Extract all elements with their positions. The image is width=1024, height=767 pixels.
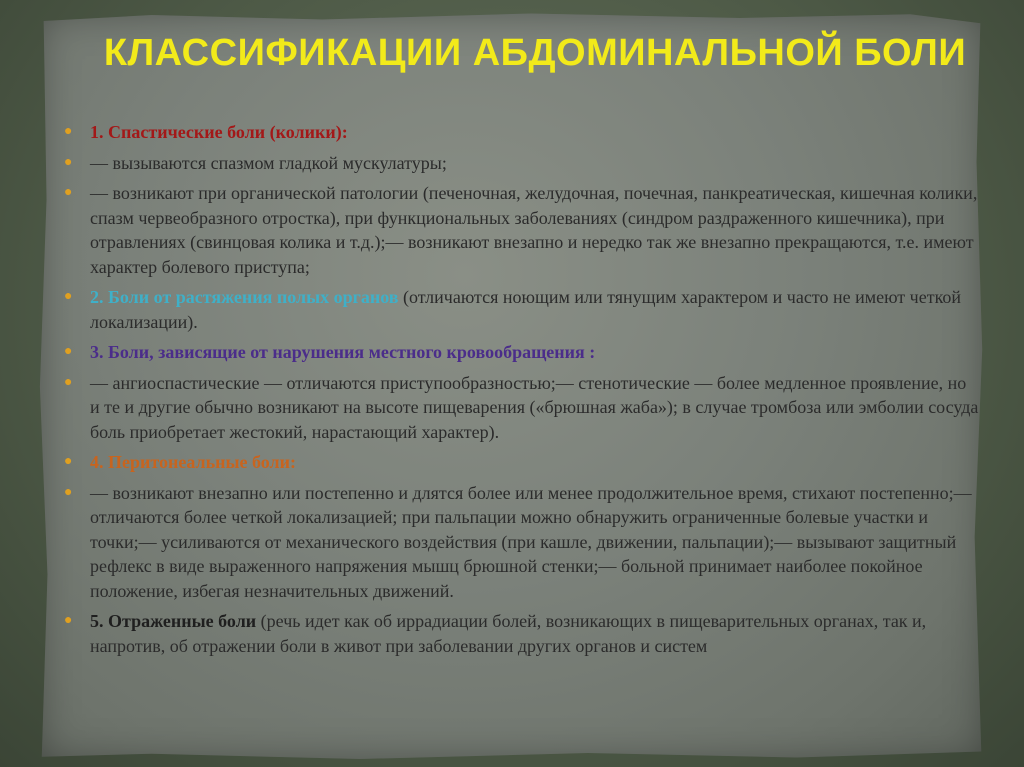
bullet-icon: ●	[64, 374, 73, 390]
item-text: — ангиоспастические — отличаются приступообразностью;— стенотические — более медленное проявление, но и те и другие обычно возникают на высоте пищеварения («брюшная жаба»); в случае тромбоза или эмболии сосуда боль приобретает жестокий, нарастающий характер).	[90, 372, 979, 442]
bullet-icon: ●	[64, 613, 73, 628]
item-heading: 5. Отраженные боли	[90, 611, 257, 631]
bullet-icon: ●	[64, 484, 73, 500]
slide-title: КЛАССИФИКАЦИИ АБДОМИНАЛЬНОЙ БОЛИ	[103, 32, 967, 74]
list-item	[60, 609, 980, 658]
list-item	[60, 181, 980, 279]
item-heading: 1. Спастические боли (колики):	[90, 122, 348, 142]
bullet-icon: ●	[64, 289, 73, 304]
item-heading: 3. Боли, зависящие от нарушения местного кровообращения :	[90, 342, 596, 362]
list-item	[60, 340, 980, 365]
item-heading: 4. Перитонеальные боли:	[90, 452, 297, 472]
bullet-icon: ●	[64, 154, 73, 170]
item-text: — возникают внезапно или постепенно и длятся более или менее продолжительное время, стихают постепенно;— отличаются более четкой локализацией; при пальпации можно обнаружить ограниченные болевые участки и точки;— усиливаются от механического воздействия (при кашле, движении, пальпации);— вызывают защитный рефлекс в виде выраженного напряжения мышц брюшной стенки;— больной принимает наиболее покойное положение, избегая незначительных движений.	[90, 482, 972, 601]
list-item	[60, 285, 980, 334]
list-item	[60, 151, 980, 176]
bullet-icon: ●	[64, 344, 73, 359]
bullet-icon: ●	[64, 124, 73, 139]
list-item	[60, 481, 980, 604]
item-text: (отличаются ноющим или тянущим характером и часто не имеют четкой локализации).	[90, 287, 962, 332]
bullet-icon: ●	[64, 185, 73, 200]
list-item	[60, 120, 980, 145]
item-heading: 2. Боли от растяжения полых органов	[90, 287, 399, 307]
item-text: — вызываются спазмом гладкой мускулатуры;	[90, 152, 447, 173]
list-item	[60, 450, 980, 475]
content-list	[60, 120, 980, 664]
item-text: — возникают при органической патологии (печеночная, желудочная, почечная, панкреатическая, кишечная колики, спазм червеобразного отростка), при функциональных заболеваниях (синдром раздраженного кишечника), при отравлениях (свинцовая колика и т.д.);— возникают внезапно и нередко так же внезапно прекращаются, т.е. имеют характер болевого приступа;	[90, 183, 978, 277]
item-text: (речь идет как об иррадиации болей, возникающих в пищеварительных органах, так и, напротив, об отражении боли в живот при заболевании других органов и систем	[90, 611, 927, 656]
list-item	[60, 371, 980, 445]
bullet-icon: ●	[64, 454, 73, 469]
